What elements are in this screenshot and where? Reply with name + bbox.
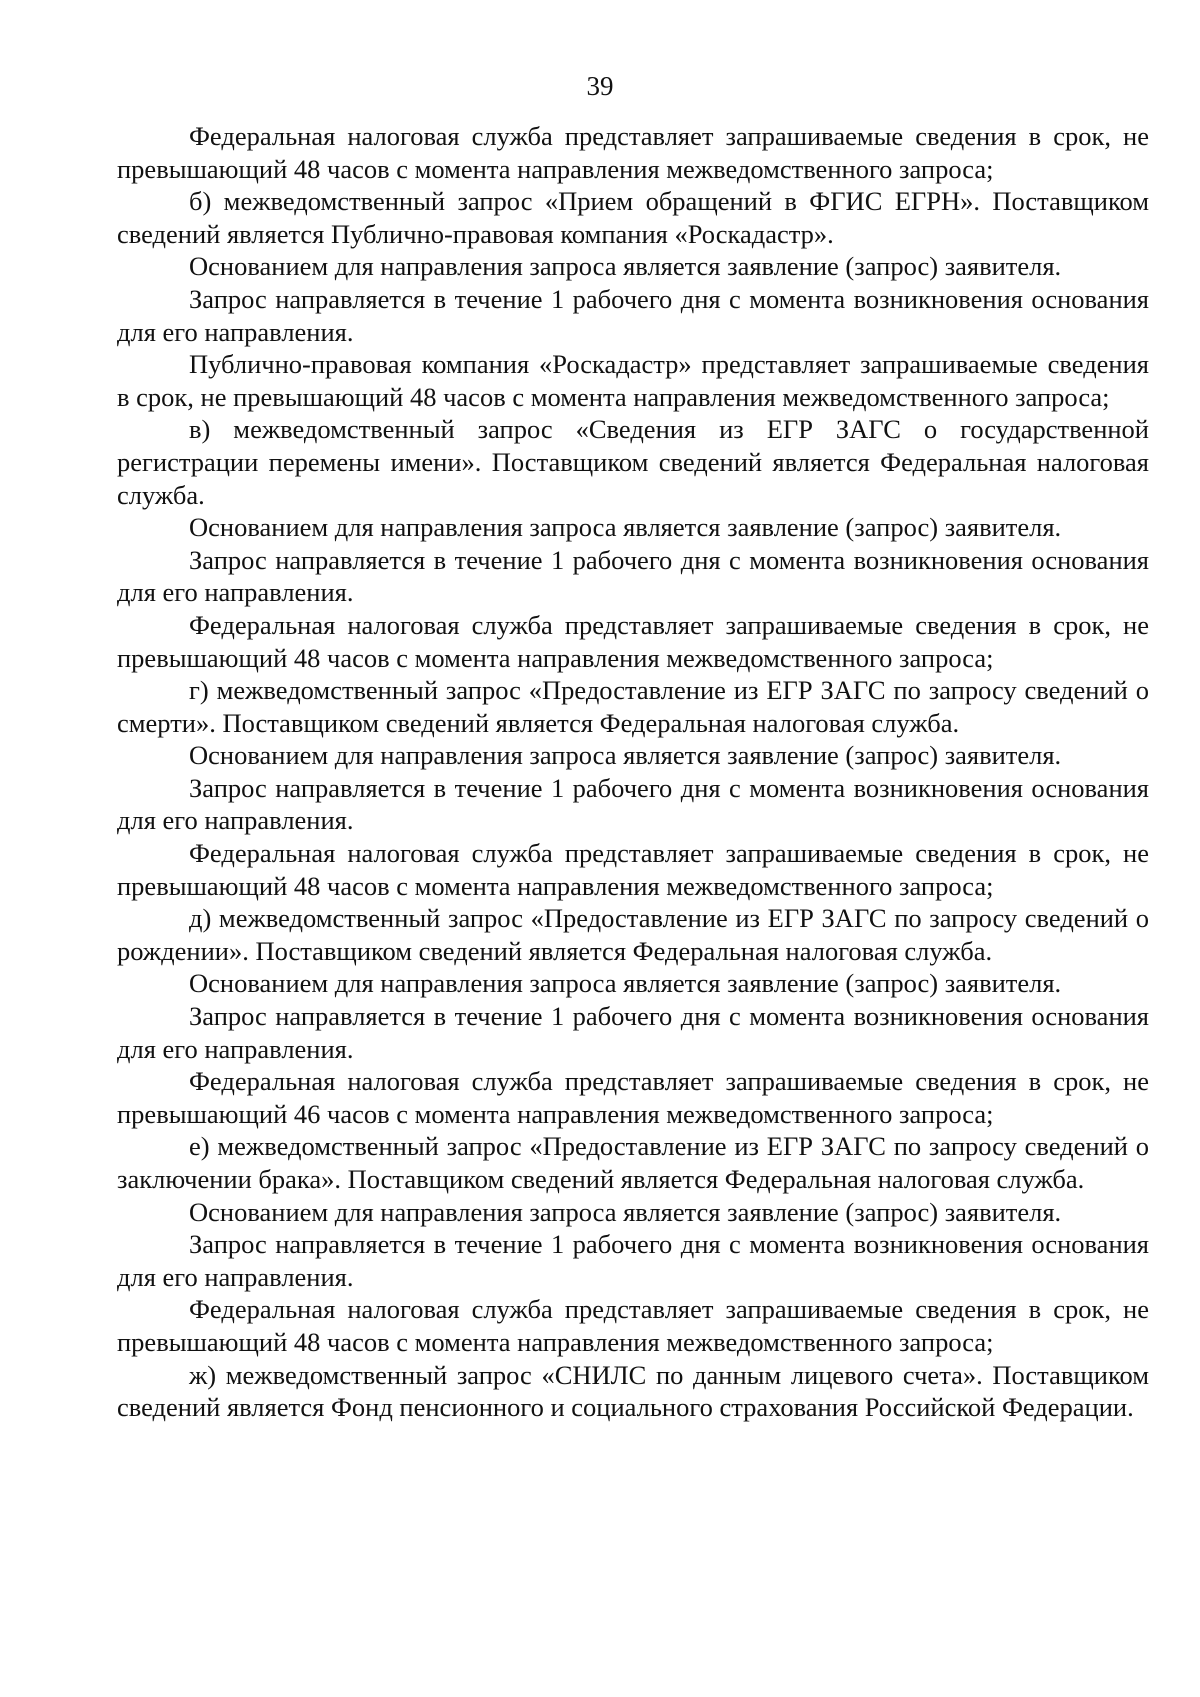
paragraph: Публично-правовая компания «Роскадастр» представляет запрашиваемые сведения в срок, не превышающий 48 часов с момента направления межведомственного запроса; <box>117 349 1149 412</box>
paragraph: ж) межведомственный запрос «СНИЛС по данным лицевого счета». Поставщиком сведений является Фонд пенсионного и социального страхования Российской Федерации. <box>117 1359 1149 1423</box>
paragraph: Запрос направляется в течение 1 рабочего дня с момента возникновения основания для его направления. <box>117 1229 1149 1292</box>
paragraph: Запрос направляется в течение 1 рабочего дня с момента возникновения основания для его направления. <box>117 283 1149 347</box>
paragraph: д) межведомственный запрос «Предоставление из ЕГР ЗАГС по запросу сведений о рождении». Поставщиком сведений является Федеральная налоговая служба. <box>117 903 1149 966</box>
paragraph: Основанием для направления запроса является заявление (запрос) заявителя. <box>189 1196 1062 1227</box>
page-number: 39 <box>586 71 614 101</box>
paragraph: г) межведомственный запрос «Предоставление из ЕГР ЗАГС по запросу сведений о смерти». Поставщиком сведений является Федеральная налоговая служба. <box>117 675 1149 738</box>
paragraph: Запрос направляется в течение 1 рабочего дня с момента возникновения основания для его направления. <box>117 1001 1149 1064</box>
paragraph: Запрос направляется в течение 1 рабочего дня с момента возникновения основания для его направления. <box>117 544 1149 608</box>
paragraph: б) межведомственный запрос «Прием обращений в ФГИС ЕГРН». Поставщиком сведений является Публично-правовая компания «Роскадастр». <box>117 186 1149 249</box>
paragraph: Федеральная налоговая служба представляет запрашиваемые сведения в срок, не превышающий 48 часов с момента направления межведомственного запроса; <box>117 121 1149 184</box>
paragraph: Основанием для направления запроса является заявление (запрос) заявителя. <box>189 740 1062 771</box>
paragraph: в) межведомственный запрос «Сведения из ЕГР ЗАГС о государственной регистрации перемены имени». Поставщиком сведений является Федеральная налоговая служба. <box>117 414 1149 510</box>
paragraph: Основанием для направления запроса является заявление (запрос) заявителя. <box>189 512 1062 543</box>
paragraph: е) межведомственный запрос «Предоставление из ЕГР ЗАГС по запросу сведений о заключении брака». Поставщиком сведений является Федеральная налоговая служба. <box>117 1131 1149 1194</box>
paragraph: Федеральная налоговая служба представляет запрашиваемые сведения в срок, не превышающий 48 часов с момента направления межведомственного запроса; <box>117 609 1149 673</box>
paragraph: Запрос направляется в течение 1 рабочего дня с момента возникновения основания для его направления. <box>117 772 1149 836</box>
paragraph: Федеральная налоговая служба представляет запрашиваемые сведения в срок, не превышающий 48 часов с момента направления межведомственного запроса; <box>117 1294 1149 1357</box>
paragraph: Федеральная налоговая служба представляет запрашиваемые сведения в срок, не превышающий 48 часов с момента направления межведомственного запроса; <box>117 838 1149 901</box>
paragraph: Основанием для направления запроса является заявление (запрос) заявителя. <box>189 251 1062 282</box>
document-body <box>117 120 1149 1424</box>
paragraph: Основанием для направления запроса является заявление (запрос) заявителя. <box>189 968 1062 999</box>
paragraph: Федеральная налоговая служба представляет запрашиваемые сведения в срок, не превышающий 46 часов с момента направления межведомственного запроса; <box>117 1066 1149 1129</box>
